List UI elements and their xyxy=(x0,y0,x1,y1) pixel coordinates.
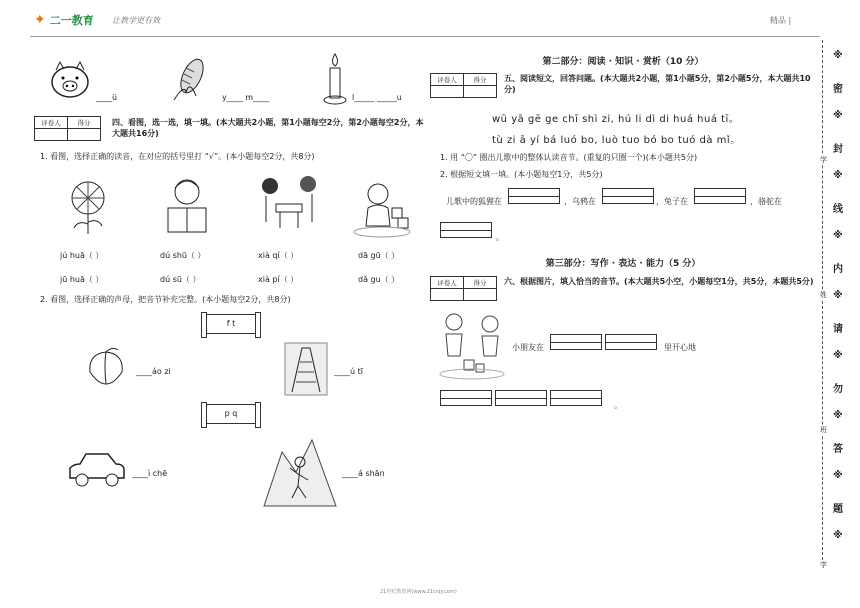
q5-1-instruction: 1. 用 “〇” 圈出儿歌中的整体认读音节。(重复的只圈一个)(本小题共5分) xyxy=(440,153,698,162)
seal-char: 勿 xyxy=(833,384,843,395)
runner-icon: ✦ xyxy=(34,12,46,28)
logo xyxy=(34,12,94,28)
peach-picture xyxy=(84,346,128,390)
grader-cell[interactable] xyxy=(431,86,464,98)
grader-label: 评卷人 xyxy=(35,117,68,129)
kids-boxes-2[interactable] xyxy=(440,390,605,406)
grader-table-6 xyxy=(430,276,497,301)
period: 。 xyxy=(496,233,504,242)
part2-title: 第二部分：阅读 · 知识 · 赏析（10 分） xyxy=(542,57,704,67)
quality-tag: 精品 | xyxy=(770,16,792,25)
score-label: 得分 xyxy=(464,74,497,86)
option-juhua-1[interactable]: jú huā（ ） xyxy=(60,251,104,260)
score-label: 得分 xyxy=(68,117,101,129)
rabbit-answer-boxes[interactable] xyxy=(694,188,749,204)
seal-mark-icon: ※ xyxy=(833,50,843,61)
chess-players-picture xyxy=(254,172,324,240)
answer-box[interactable] xyxy=(550,390,602,406)
camel-answer-boxes[interactable] xyxy=(440,222,495,238)
grader-table-5 xyxy=(430,73,497,98)
car-picture xyxy=(66,450,128,494)
answer-box[interactable] xyxy=(602,188,654,204)
grader-label: 评卷人 xyxy=(431,74,464,86)
section6-title: 六、根据图片，填入恰当的音节。(本大题共5小空，小题每空1分，共5分，本题共5分) xyxy=(504,277,814,286)
answer-box[interactable] xyxy=(694,188,746,204)
corn-picture xyxy=(166,54,212,110)
q1-instruction: 1. 看图，选择正确的读音，在对应的括号里打 “√”。(本小题每空2分，共8分) xyxy=(40,152,315,161)
seal-mark-icon: ※ xyxy=(833,230,843,241)
chrysanthemum-picture xyxy=(60,178,116,240)
kids-label-a: 小朋友在 xyxy=(512,343,544,352)
header-divider xyxy=(30,36,820,37)
blank-corn[interactable]: y____ m____ xyxy=(222,93,270,102)
sidebar-field-label: 学 xyxy=(820,561,827,569)
boy-building-picture xyxy=(352,178,414,242)
answer-box[interactable] xyxy=(508,188,560,204)
answer-box[interactable] xyxy=(605,334,657,350)
blank-pig[interactable]: ____ü xyxy=(96,93,118,102)
q2-instruction: 2. 看图，选择正确的声母，把音节补充完整。(本小题每空2分，共8分) xyxy=(40,295,291,304)
kids-label-b: 里开心地 xyxy=(664,343,696,352)
fill-futi[interactable]: ____ú tī xyxy=(334,367,363,376)
grader-label: 评卷人 xyxy=(431,277,464,289)
seal-mark-icon: ※ xyxy=(833,350,843,361)
seal-mark-icon: ※ xyxy=(833,410,843,421)
grader-cell[interactable] xyxy=(431,289,464,301)
seal-char: 题 xyxy=(833,504,843,515)
sidebar-field-label: 姓 xyxy=(820,291,827,299)
seal-mark-icon: ※ xyxy=(833,470,843,481)
seal-mark-icon: ※ xyxy=(833,110,843,121)
seal-char: 封 xyxy=(833,144,843,155)
crow-answer-boxes[interactable] xyxy=(602,188,657,204)
logo-text: 二一教育 xyxy=(49,14,94,27)
option-dagu-1[interactable]: dā gū（ ） xyxy=(358,251,400,260)
section5-title: 五、阅读短文，回答问题。(本大题共2小题，第1小题5分，第2小题5分，本大题共10分) xyxy=(504,74,811,94)
answer-box[interactable] xyxy=(440,222,492,238)
sidebar-field-label: 学 xyxy=(820,156,827,164)
grader-table-4 xyxy=(34,116,101,141)
candle-picture xyxy=(322,52,348,112)
kids-period: 。 xyxy=(614,401,622,410)
escalator-picture xyxy=(284,342,328,400)
fox-label: 儿歌中的狐狸在 xyxy=(446,197,502,206)
seal-char: 线 xyxy=(833,204,843,215)
seal-char: 密 xyxy=(833,84,843,95)
answer-box[interactable] xyxy=(495,390,547,406)
grader-cell[interactable] xyxy=(35,129,68,141)
climber-picture xyxy=(262,432,338,512)
seal-char: 答 xyxy=(833,444,843,455)
reading-girl-picture xyxy=(158,174,216,242)
pig-picture xyxy=(48,58,92,106)
rabbit-label: ，兔子在 xyxy=(656,197,688,206)
seal-char: 内 xyxy=(833,264,843,275)
option-xiaqi-2[interactable]: xià pí（ ） xyxy=(258,275,299,284)
crow-label: ，乌鸦在 xyxy=(564,197,596,206)
q5-2-instruction: 2. 根据短文填一填。(本小题每空1分，共5分) xyxy=(440,170,603,179)
option-dagu-2[interactable]: dǎ gu（ ） xyxy=(358,275,400,284)
fill-taozi[interactable]: ____áo zi xyxy=(136,367,171,376)
option-xiaqi-1[interactable]: xià qí（ ） xyxy=(258,251,299,260)
score-label: 得分 xyxy=(464,277,497,289)
score-cell[interactable] xyxy=(464,86,497,98)
option-juhua-2[interactable]: jū huā（ ） xyxy=(60,275,104,284)
fill-qiche[interactable]: ____ì chē xyxy=(132,469,168,478)
option-dushu-1[interactable]: dú shū（ ） xyxy=(160,251,206,260)
seal-char: 请 xyxy=(833,324,843,335)
answer-box[interactable] xyxy=(550,334,602,350)
blank-candle[interactable]: l_____ _____u xyxy=(352,93,402,102)
seal-line-sidebar xyxy=(820,40,852,569)
option-dushu-2[interactable]: dú sū（ ） xyxy=(160,275,201,284)
part3-title: 第三部分：写作 · 表达 · 能力（5 分） xyxy=(545,259,701,269)
camel-label: ，骆驼在 xyxy=(750,197,782,206)
slogan: 让教学更有效 xyxy=(112,16,160,25)
footer: 21世纪教育网(www.21cnjy.com) xyxy=(380,589,457,595)
sidebar-field-label: 班 xyxy=(820,426,827,434)
seal-mark-icon: ※ xyxy=(833,530,843,541)
seal-mark-icon: ※ xyxy=(833,290,843,301)
kids-playing-picture xyxy=(436,310,508,384)
fox-answer-boxes[interactable] xyxy=(508,188,563,204)
choice-scroll-ft: f t xyxy=(204,314,258,334)
choice-scroll-pq: p q xyxy=(204,404,258,424)
passage-line-1: wū yā gē ge chī shì zi, hú li dì di huá huá tī。 xyxy=(492,114,740,125)
section4-title: 四、看图，选一选，填一填。(本大题共2小题，第1小题每空2分，第2小题每空2分，本大题共16分) xyxy=(112,118,424,138)
seal-mark-icon: ※ xyxy=(833,170,843,181)
passage-line-2: tù zi ā yí bá luó bo, luò tuo bó bo tuó dà mǐ。 xyxy=(492,135,741,146)
score-cell[interactable] xyxy=(464,289,497,301)
score-cell[interactable] xyxy=(68,129,101,141)
fill-pashan[interactable]: ____á shān xyxy=(342,469,385,478)
answer-box[interactable] xyxy=(440,390,492,406)
kids-boxes-1[interactable] xyxy=(550,334,660,350)
